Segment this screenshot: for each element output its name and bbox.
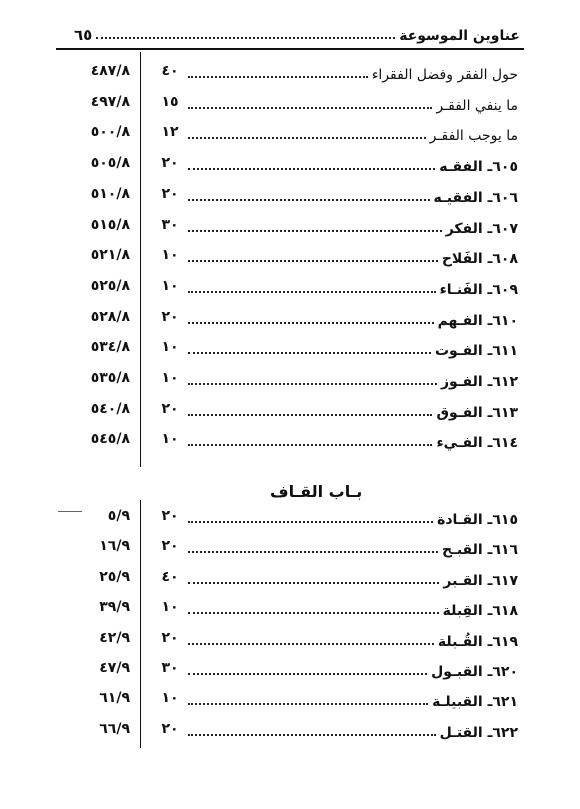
entry-count: ١٢ xyxy=(161,124,179,141)
entry-count: ٢٠ xyxy=(161,508,179,524)
entry-title-text: ما ينفي الفقـر xyxy=(436,97,518,114)
entry-title xyxy=(188,401,518,421)
entry-count: ١٠ xyxy=(161,690,179,707)
entry-count: ٢٠ xyxy=(161,400,179,417)
entry-count: ٢٠ xyxy=(161,155,179,172)
entry-title-text: ٦٠٩ـ الفَنـاء xyxy=(439,281,518,298)
entry-title xyxy=(188,247,518,267)
entry-count: ٣٠ xyxy=(161,660,179,676)
entry-reference: ٥٢٨/٨ xyxy=(90,308,130,325)
entry-title xyxy=(188,599,518,619)
entry-count: ١٠ xyxy=(161,277,179,294)
entry-count: ٤٠ xyxy=(161,568,179,585)
leader-dots xyxy=(188,521,433,523)
list-item xyxy=(0,508,580,528)
list-item xyxy=(0,538,580,558)
leader-dots xyxy=(188,199,430,201)
entry-title xyxy=(188,690,518,710)
entry-title-text: ٦٠٦ـ الفقيـه xyxy=(433,189,518,206)
entry-reference: ٥١٠/٨ xyxy=(90,185,130,202)
entry-count: ٤٠ xyxy=(161,63,179,79)
leader-dots xyxy=(188,551,438,553)
entry-title-text: ٦١٦ـ القبـح xyxy=(441,542,518,559)
entry-title xyxy=(188,155,518,175)
entry-reference: ٤٩٧/٨ xyxy=(90,93,130,110)
entry-title xyxy=(188,186,518,206)
list-item xyxy=(0,569,580,589)
leader-dots xyxy=(188,260,438,262)
entry-title xyxy=(188,431,518,451)
entry-title xyxy=(188,217,518,237)
entry-title-text: ما يوجب الفقـر xyxy=(429,128,518,145)
header-title: عناوين الموسوعة xyxy=(399,28,520,44)
entry-title xyxy=(188,660,518,680)
entry-count: ٢٠ xyxy=(161,538,179,555)
entry-title xyxy=(188,278,518,298)
leader-dots xyxy=(188,352,431,354)
list-item xyxy=(0,217,580,237)
leader-dots xyxy=(188,322,434,324)
entry-count: ١٠ xyxy=(161,339,179,356)
entry-reference: ٤٢/٩ xyxy=(99,629,130,646)
entry-title-text: ٦١٠ـ الفـهم xyxy=(437,312,518,329)
entry-reference: ٥٤٥/٨ xyxy=(90,431,130,448)
list-item xyxy=(0,630,580,650)
leader-dots xyxy=(188,612,439,614)
entry-title-text: ٦٠٨ـ الفَلاح xyxy=(441,251,518,268)
leader-dots xyxy=(188,643,434,645)
leader-dots xyxy=(188,76,368,78)
list-item xyxy=(0,721,580,741)
leader-dots xyxy=(188,414,432,416)
column-divider-bottom xyxy=(140,500,141,748)
leader-dots xyxy=(188,703,428,705)
entry-count: ٢٠ xyxy=(161,185,179,202)
entry-title xyxy=(188,94,518,114)
list-item xyxy=(0,401,580,421)
entry-count: ٢٠ xyxy=(161,629,179,646)
entry-title xyxy=(188,309,518,329)
entry-reference: ٥٢١/٨ xyxy=(90,247,130,264)
list-item xyxy=(0,247,580,267)
entry-title-text: ٦١٨ـ القِبلة xyxy=(442,603,518,620)
entry-count: ٢٠ xyxy=(161,720,179,737)
list-item xyxy=(0,63,580,83)
entry-title xyxy=(188,630,518,650)
list-item xyxy=(0,431,580,451)
entry-count: ٣٠ xyxy=(161,216,179,233)
leader-dots xyxy=(188,383,437,385)
entry-reference: ٤٨٧/٨ xyxy=(90,63,130,79)
entry-title-text: ٦٠٧ـ الفكر xyxy=(445,220,518,237)
entry-title-text: ٦٢٠ـ القبـول xyxy=(431,664,518,680)
entry-title xyxy=(188,508,518,528)
entry-reference: ٥١٥/٨ xyxy=(90,216,130,233)
entry-title xyxy=(188,339,518,359)
page-number: ٦٥ xyxy=(74,26,93,44)
entry-reference: ٤٧/٩ xyxy=(99,660,130,676)
entry-title-text: ٦٠٥ـ الفقـه xyxy=(439,159,518,176)
page-header xyxy=(74,22,520,44)
list-item xyxy=(0,94,580,114)
entry-title xyxy=(188,124,518,144)
entry-count: ١٥ xyxy=(161,93,179,110)
entry-reference: ٥/٩ xyxy=(107,508,130,524)
entry-count: ٢٠ xyxy=(161,308,179,325)
entry-reference: ١٦/٩ xyxy=(99,538,130,555)
entry-count: ١٠ xyxy=(161,247,179,264)
entry-title-text: حول الفقر وفضل الفقراء xyxy=(371,67,518,83)
entry-reference: ٥٣٥/٨ xyxy=(90,370,130,386)
entry-title xyxy=(188,63,518,83)
entry-reference: ٥٠٥/٨ xyxy=(90,155,130,172)
entry-reference: ٣٩/٩ xyxy=(99,599,130,616)
leader-dots xyxy=(188,673,427,675)
entry-title-text: ٦١٣ـ الفـوق xyxy=(436,404,518,421)
leader-dots xyxy=(188,107,432,109)
entry-reference: ٦٦/٩ xyxy=(99,720,130,737)
leader-dots xyxy=(188,230,442,232)
entry-reference: ٥٢٥/٨ xyxy=(90,277,130,294)
entry-title-text: ٦٢٢ـ القتـل xyxy=(439,724,518,741)
list-item xyxy=(0,690,580,710)
list-item xyxy=(0,124,580,144)
entry-title xyxy=(188,721,518,741)
entry-title-text: ٦١٧ـ القـبر xyxy=(443,572,518,589)
entry-reference: ٥٣٤/٨ xyxy=(90,339,130,356)
entry-count: ١٠ xyxy=(161,431,179,448)
leader-dots xyxy=(188,582,439,584)
entry-title-text: ٦١٢ـ الفـوز xyxy=(440,374,518,390)
leader-dots xyxy=(188,168,435,170)
header-rule xyxy=(56,48,524,50)
list-item xyxy=(0,155,580,175)
entry-count: ١٠ xyxy=(161,370,179,386)
section-heading: بـاب القـاف xyxy=(270,482,363,501)
entry-count: ١٠ xyxy=(161,599,179,616)
entry-reference: ٥٤٠/٨ xyxy=(90,400,130,417)
list-item xyxy=(0,370,580,390)
list-item xyxy=(0,186,580,206)
entry-title xyxy=(188,370,518,390)
list-item xyxy=(0,599,580,619)
header-leader-dots xyxy=(96,37,395,39)
entry-title-text: ٦٢١ـ القبيلـة xyxy=(432,694,518,711)
entry-title xyxy=(188,569,518,589)
list-item xyxy=(0,309,580,329)
entry-reference: ٦١/٩ xyxy=(99,690,130,707)
entry-title-text: ٦١٤ـ الفـيء xyxy=(436,435,518,452)
leader-dots xyxy=(188,291,436,293)
list-item xyxy=(0,278,580,298)
list-item xyxy=(0,339,580,359)
leader-dots xyxy=(188,137,426,139)
entry-title-text: ٦١١ـ الفـوت xyxy=(434,343,518,360)
entry-title-text: ٦١٩ـ القُـبلة xyxy=(437,633,518,650)
leader-dots xyxy=(188,734,436,736)
entry-title xyxy=(188,538,518,558)
list-item xyxy=(0,660,580,680)
entry-reference: ٢٥/٩ xyxy=(99,568,130,585)
leader-dots xyxy=(188,444,432,446)
entry-title-text: ٦١٥ـ القـادة xyxy=(437,512,518,528)
entry-reference: ٥٠٠/٨ xyxy=(90,124,130,141)
